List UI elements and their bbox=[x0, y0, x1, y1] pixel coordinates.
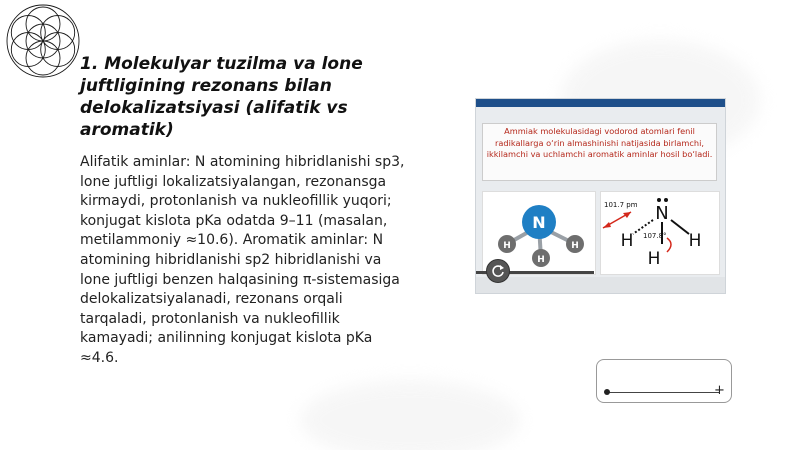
formula-n-label: N bbox=[655, 203, 669, 224]
model-h-label: H bbox=[571, 241, 579, 251]
embedded-video-frame[interactable] bbox=[475, 98, 726, 294]
geometric-flower-icon bbox=[4, 2, 82, 80]
bond-length-label: 101.7 pm bbox=[604, 201, 638, 209]
model-h-label: H bbox=[503, 241, 511, 251]
background-shape bbox=[300, 380, 520, 450]
audio-player[interactable] bbox=[596, 359, 732, 403]
plus-icon[interactable]: + bbox=[714, 383, 725, 398]
structural-formula bbox=[600, 191, 720, 275]
audio-progress-track[interactable] bbox=[609, 392, 719, 393]
video-top-bar bbox=[476, 99, 725, 107]
slide-title: 1. Molekulyar tuzilma va lone juftligining rezonans bilan delokalizatsiyasi (alifatik vs aromatik) bbox=[80, 54, 363, 140]
formula-h-label: H bbox=[688, 231, 702, 251]
model-n-label: N bbox=[532, 213, 546, 232]
model-h-label: H bbox=[537, 255, 545, 265]
bond-angle-label: 107.8° bbox=[643, 232, 667, 240]
formula-h-label: H bbox=[647, 249, 661, 269]
slide-body-text: Alifatik aminlar: N atomining hibridlanishi sp3, lone juftligi lokalizatsiyalangan, rezonansga kirmaydi, protonlanish va nukleofillik yuqori; konjugat kislota pKa odatda 9–11 (masalan, metilammoniy ≈10.6). Aromatik aminlar: N atomining hibridlanishi sp2 hibridlanishi va lone juftligi benzen halqasining π-sistemasiga delokalizatsiyalanadi, rezonans orqali tarqaladi, protonlanish va nukleofillik kamayadi; anilinning konjugat kislota pKa ≈4.6. bbox=[80, 154, 405, 366]
video-control-bar bbox=[476, 277, 725, 293]
replay-icon[interactable] bbox=[486, 259, 510, 283]
audio-position-dot-icon[interactable] bbox=[604, 389, 610, 395]
video-caption: Ammiak molekulasidagi vodorod atomlari fenil radikallarga o‘rin almashinishi natijasida birlamchi, ikkilamchi va uchlamchi aromatik aminlar hosil bo‘ladi. bbox=[482, 123, 717, 181]
formula-h-label: H bbox=[620, 231, 634, 251]
